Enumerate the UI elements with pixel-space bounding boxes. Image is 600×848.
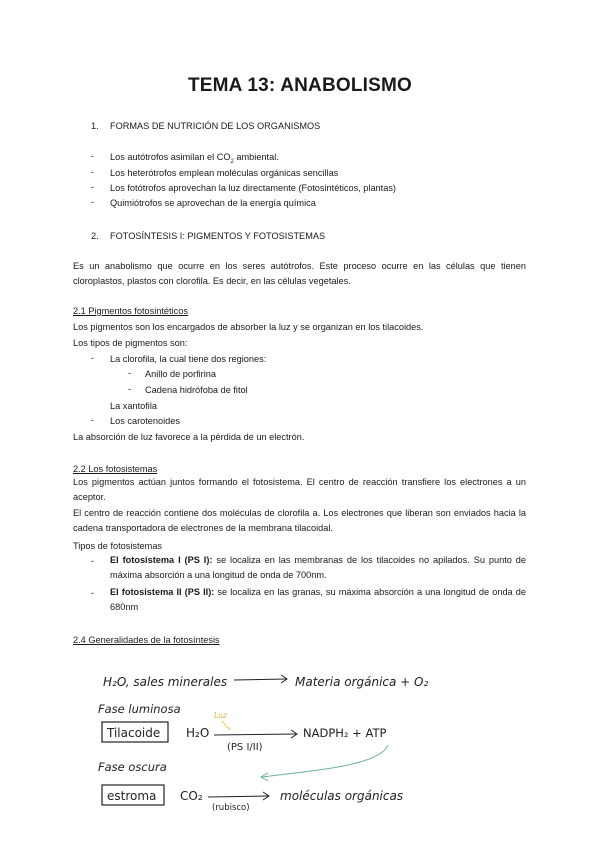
bullet-dash: -	[91, 556, 95, 566]
paragraph: Los pigmentos son los encargados de absorber la luz y se organizan en los tilacoides.	[73, 322, 424, 332]
arrow-line	[208, 796, 268, 797]
bullet-item: La xantofila	[110, 401, 157, 411]
bullet-dash: -	[128, 368, 132, 378]
paragraph: Tipos de fotosistemas	[73, 541, 163, 551]
paragraph: Los tipos de pigmentos son:	[73, 338, 188, 348]
bullet-item: Los carotenoides	[110, 416, 180, 426]
bullet-dash: -	[91, 151, 95, 161]
arrow-line	[234, 679, 286, 680]
sketch-photosystems: (PS I/II)	[227, 742, 263, 753]
subsection-heading: 2.2 Los fotosistemas	[73, 464, 158, 474]
paragraph: Los pigmentos actúan juntos formando el fotosistema. El centro de reacción transfiere los electrones a un aceptor.	[73, 477, 526, 502]
section-heading: FOTOSÍNTESIS I: PIGMENTOS Y FOTOSISTEMAS	[110, 231, 326, 241]
bullet-item: Anillo de porfirina	[145, 369, 216, 379]
sketch-co2: CO₂	[180, 789, 203, 803]
bullet-item: El fotosistema II (PS II): se localiza en las granas, su máxima absorción a una longitud de onda de 680nm	[110, 587, 526, 612]
subsection-heading: 2.1 Pigmentos fotosintéticos	[73, 306, 188, 316]
section-heading: FORMAS DE NUTRICIÓN DE LOS ORGANISMOS	[110, 121, 321, 131]
paragraph: El centro de reacción contiene dos moléculas de clorofila a. Los electrones que liberan son enviados hacia la cadena transportadora de electrones de la membrana tilacoidal.	[73, 508, 526, 533]
sketch-phase-light: Fase luminosa	[98, 702, 181, 716]
paragraph: Es un anabolismo que ocurre en los seres autótrofos. Este proceso ocurre en las células que tienen cloroplastos, plastos con clorofila. Es decir, en las células vegetales.	[73, 261, 526, 286]
connector-arrow	[262, 745, 388, 777]
sketch-light-label: Luz	[214, 711, 227, 720]
bullet-dash: -	[91, 182, 95, 192]
light-arrow	[222, 721, 231, 730]
section-number: 2.	[91, 231, 99, 241]
bullet-item: El fotosistema I (PS I): se localiza en las membranas de los tilacoides no apilados. Su punto de máxima absorción a una longitud de onda de 700nm.	[110, 555, 526, 580]
sketch-reactants: H₂O, sales minerales	[103, 675, 228, 689]
bullet-item: Los autótrofos asimilan el $CO_2$ ambiental.	[110, 152, 279, 165]
sketch-box-label: Tilacoide	[107, 726, 161, 740]
bullet-item: Los fotótrofos aprovechan la luz directamente (Fotosintéticos, plantas)	[110, 183, 396, 193]
bullet-dash: -	[91, 353, 95, 363]
sketch-products: Materia orgánica + O₂	[295, 675, 429, 689]
paragraph: La absorción de luz favorece a la pérdida de un electrón.	[73, 432, 305, 442]
sketch-phase-dark: Fase oscura	[98, 760, 167, 774]
bullet-item: Quimiótrofos se aprovechan de la energía química	[110, 198, 316, 208]
sketch-enzyme: (rubisco)	[212, 803, 250, 813]
sketch-h2o: H₂O	[186, 726, 210, 740]
bullet-dash: -	[128, 384, 132, 394]
bullet-item: La clorofila, la cual tiene dos regiones:	[110, 354, 267, 364]
bullet-item: Los heterótrofos emplean moléculas orgánicas sencillas	[110, 168, 339, 178]
bullet-dash: -	[91, 415, 95, 425]
bullet-item: Cadena hidrófoba de fitol	[145, 385, 248, 395]
arrow-line	[214, 734, 296, 735]
sketch-box-label: estroma	[107, 789, 157, 803]
bullet-dash: -	[91, 167, 95, 177]
page-title: TEMA 13: ANABOLISMO	[187, 75, 413, 96]
sketch-dark-products: moléculas orgánicas	[280, 789, 404, 803]
sketch-light-products: NADPH₂ + ATP	[303, 726, 387, 740]
bullet-dash: -	[91, 588, 95, 598]
section-number: 1.	[91, 121, 99, 131]
bullet-dash: -	[91, 197, 95, 207]
subsection-heading: 2.4 Generalidades de la fotosíntesis	[73, 635, 220, 645]
